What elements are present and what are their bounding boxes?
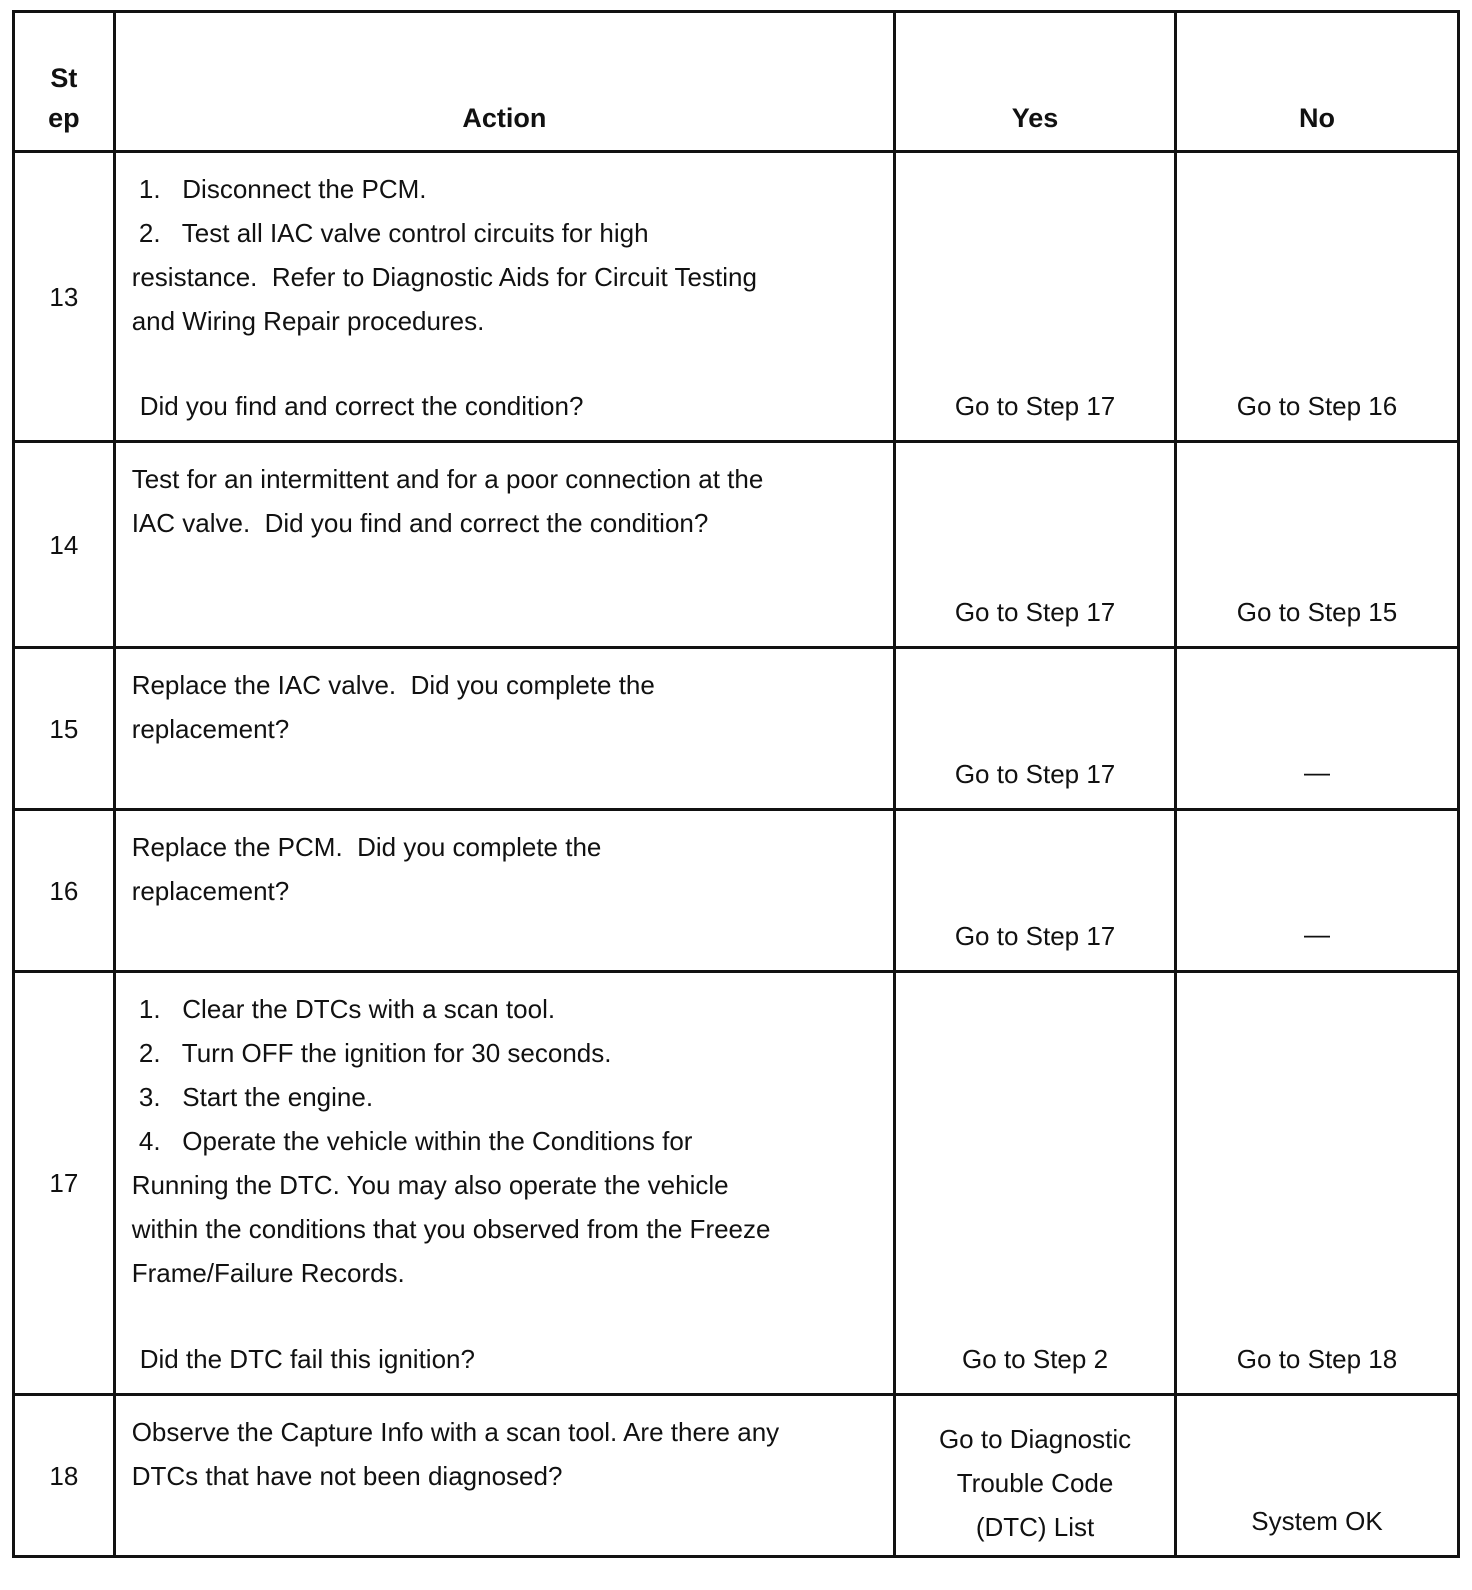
action-cell: [114, 810, 894, 972]
no-result: Go to Step 18: [1236, 1344, 1398, 1374]
no-result-dash: —: [1304, 757, 1330, 787]
yes-cell: [895, 1395, 1176, 1557]
action-question: Did the DTC fail this ignition?: [139, 1344, 475, 1374]
yes-cell: [895, 972, 1176, 1395]
step-cell: 18: [14, 1395, 115, 1557]
yes-result: Go to Step 17: [954, 391, 1116, 421]
yes-result-line: Trouble Code: [956, 1468, 1114, 1498]
action-line: and Wiring Repair procedures.: [131, 306, 485, 336]
table-row: [14, 1395, 1459, 1557]
action-line: resistance. Refer to Diagnostic Aids for Circuit Testing: [131, 262, 757, 292]
header-step: St ep: [14, 12, 115, 152]
action-line: 1. Clear the DTCs with a scan tool.: [131, 994, 556, 1024]
action-line: replacement?: [131, 714, 290, 744]
no-cell: [1176, 972, 1459, 1395]
no-cell: [1176, 442, 1459, 648]
action-line: 4. Operate the vehicle within the Conditions for: [131, 1126, 693, 1156]
step-cell: 16: [14, 810, 115, 972]
step-cell: 13: [14, 152, 115, 442]
action-question: Did you find and correct the condition?: [139, 391, 584, 421]
yes-cell: [895, 442, 1176, 648]
yes-cell: [895, 152, 1176, 442]
action-line: Replace the IAC valve. Did you complete the: [131, 670, 655, 700]
table-row: [14, 810, 1459, 972]
action-line: Running the DTC. You may also operate the vehicle: [131, 1170, 729, 1200]
action-line: Test for an intermittent and for a poor connection at the: [131, 464, 764, 494]
no-cell: [1176, 810, 1459, 972]
action-line: Frame/Failure Records.: [131, 1258, 405, 1288]
no-cell: [1176, 1395, 1459, 1557]
yes-result: Go to Step 17: [954, 597, 1116, 627]
action-cell: [114, 1395, 894, 1557]
no-result: Go to Step 16: [1236, 391, 1398, 421]
action-line: 2. Test all IAC valve control circuits for high: [131, 218, 649, 248]
step-cell: 17: [14, 972, 115, 1395]
yes-result: Go to Step 2: [962, 1344, 1109, 1374]
action-line: IAC valve. Did you find and correct the condition?: [131, 508, 709, 538]
action-line: DTCs that have not been diagnosed?: [131, 1461, 563, 1491]
action-line: within the conditions that you observed from the Freeze: [131, 1214, 771, 1244]
action-line: replacement?: [131, 876, 290, 906]
action-cell: [114, 972, 894, 1395]
action-cell: [114, 648, 894, 810]
no-result: Go to Step 15: [1236, 597, 1398, 627]
yes-cell: [895, 648, 1176, 810]
no-cell: [1176, 648, 1459, 810]
yes-result: [896, 1417, 1174, 1549]
action-cell: [114, 152, 894, 442]
action-line: 1. Disconnect the PCM.: [131, 174, 427, 204]
step-cell: 15: [14, 648, 115, 810]
table-row: [14, 972, 1459, 1395]
action-line: Replace the PCM. Did you complete the: [131, 832, 602, 862]
diagnostic-table: [12, 10, 1460, 1558]
yes-result-line: Go to Diagnostic: [938, 1424, 1132, 1454]
action-line: Observe the Capture Info with a scan tool. Are there any: [131, 1417, 780, 1447]
action-line: 3. Start the engine.: [131, 1082, 374, 1112]
yes-result: Go to Step 17: [954, 759, 1116, 789]
header-no: No: [1176, 12, 1459, 152]
header-row: [14, 12, 1459, 152]
yes-result: Go to Step 17: [954, 921, 1116, 951]
action-line: 2. Turn OFF the ignition for 30 seconds.: [131, 1038, 612, 1068]
yes-cell: [895, 810, 1176, 972]
header-yes: Yes: [895, 12, 1176, 152]
table-row: [14, 442, 1459, 648]
table-row: [14, 152, 1459, 442]
step-cell: 14: [14, 442, 115, 648]
table-row: [14, 648, 1459, 810]
header-action: Action: [114, 12, 894, 152]
no-cell: [1176, 152, 1459, 442]
no-result: System OK: [1251, 1506, 1383, 1536]
yes-result-line: (DTC) List: [975, 1512, 1095, 1542]
action-cell: [114, 442, 894, 648]
no-result-dash: —: [1304, 919, 1330, 949]
